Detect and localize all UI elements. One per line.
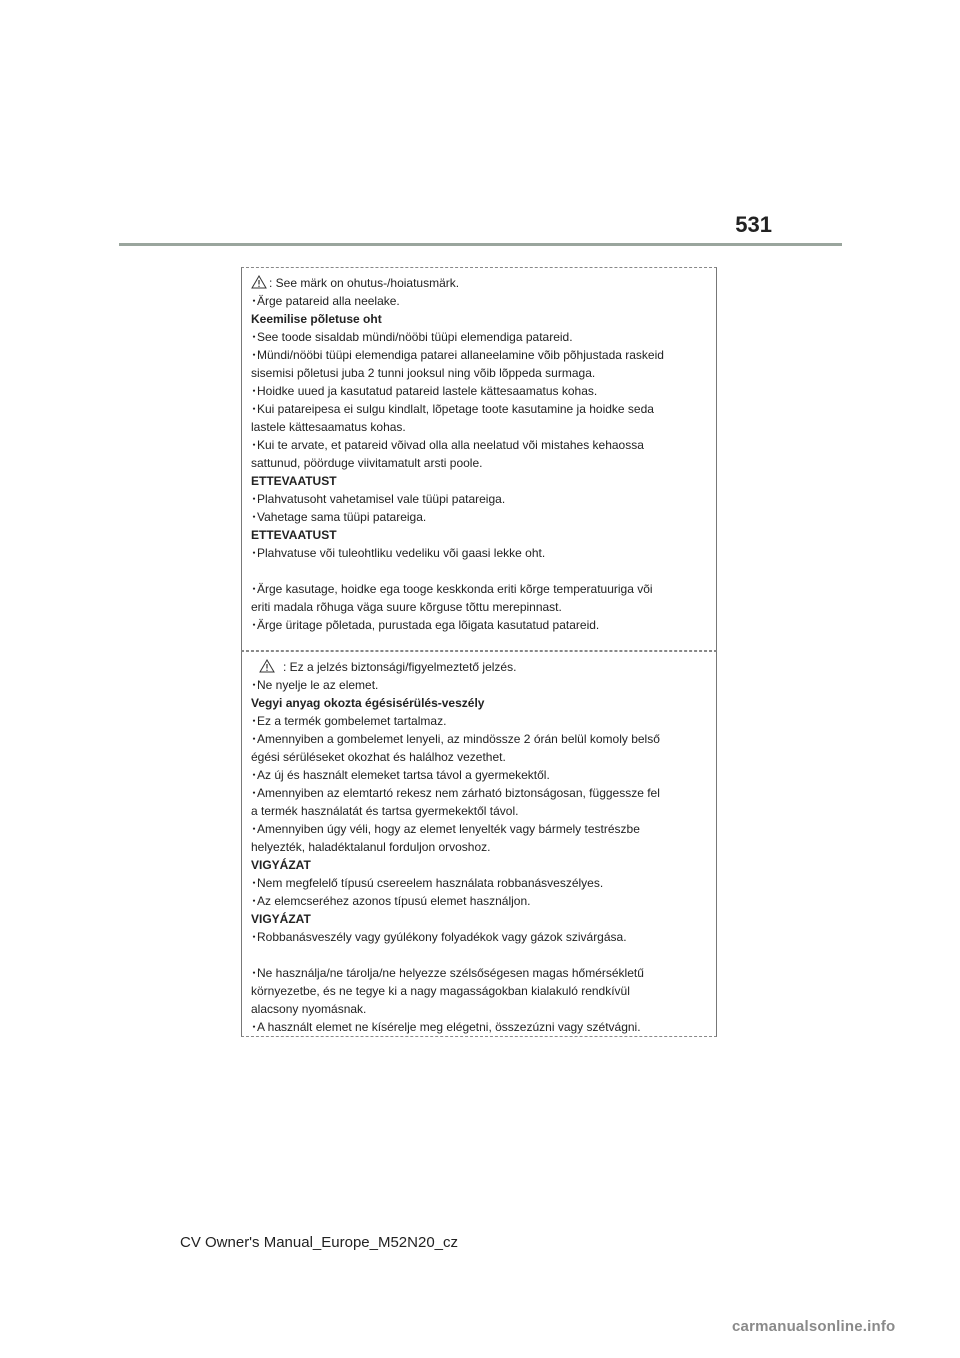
warning-symbol-text: : Ez a jelzés biztonsági/figyelmeztető jelzés. [283, 660, 517, 674]
text-line: eriti madala rõhuga väga suure kõrguse tõttu merepinnast. [251, 600, 562, 614]
warning-symbol-line [251, 658, 708, 676]
spacer [251, 562, 708, 580]
spacer [251, 946, 708, 964]
warning-triangle-icon [259, 659, 275, 673]
text-line: ･Plahvatuse või tuleohtliku vedeliku või gaasi lekke oht. [251, 546, 546, 560]
text-line: sisemisi põletusi juba 2 tunni jooksul ning võib lõppeda surmaga. [251, 366, 596, 380]
text-line: ･Ärge üritage põletada, purustada ega lõigata kasutatud patareid. [251, 618, 600, 632]
warning-triangle-icon [251, 275, 267, 289]
text-line: ･Ärge patareid alla neelake. [251, 294, 400, 308]
manual-footer: CV Owner's Manual_Europe_M52N20_cz [180, 1234, 459, 1251]
estonian-warning-box [241, 267, 717, 651]
warning-symbol-line [251, 274, 708, 292]
text-line: lastele kättesaamatus kohas. [251, 420, 406, 434]
text-line: ･Mündi/nööbi tüüpi elemendiga patarei allaneelamine võib põhjustada raskeid [251, 348, 664, 362]
text-line: környezetbe, és ne tegye ki a nagy magasságokban kialakuló rendkívül [251, 984, 630, 998]
section-heading: VIGYÁZAT [251, 912, 311, 926]
text-line: sattunud, pöörduge viivitamatult arsti poole. [251, 456, 483, 470]
text-line: ･A használt elemet ne kísérelje meg elégetni, összezúzni vagy szétvágni. [251, 1020, 641, 1034]
text-line: ･Amennyiben a gombelemet lenyeli, az mindössze 2 órán belül komoly belső [251, 732, 660, 746]
hungarian-warning-box [241, 651, 717, 1037]
text-line: égési sérüléseket okozhat és halálhoz vezethet. [251, 750, 506, 764]
text-line: ･Amennyiben úgy véli, hogy az elemet lenyelték vagy bármely testrészbe [251, 822, 640, 836]
text-line: ･Kui patareipesa ei sulgu kindlalt, lõpetage toote kasutamine ja hoidke seda [251, 402, 654, 416]
text-line: ･Ne használja/ne tárolja/ne helyezze szélsőségesen magas hőmérsékletű [251, 966, 644, 980]
text-line: ･Amennyiben az elemtartó rekesz nem zárható biztonságosan, függessze fel [251, 786, 660, 800]
text-line: ･Az új és használt elemeket tartsa távol a gyermekektől. [251, 768, 550, 782]
text-line: ･Ne nyelje le az elemet. [251, 678, 379, 692]
text-line: ･Vahetage sama tüüpi patareiga. [251, 510, 427, 524]
section-heading: ETTEVAATUST [251, 474, 337, 488]
text-line: ･Ärge kasutage, hoidke ega tooge keskkonda eriti kõrge temperatuuriga või [251, 582, 653, 596]
section-heading: Keemilise põletuse oht [251, 312, 382, 326]
text-line: ･Plahvatusoht vahetamisel vale tüüpi patareiga. [251, 492, 506, 506]
text-line: ･Hoidke uued ja kasutatud patareid lastele kättesaamatus kohas. [251, 384, 598, 398]
watermark-link[interactable]: carmanualsonline.info [732, 1318, 896, 1335]
text-line: alacsony nyomásnak. [251, 1002, 367, 1016]
text-line: helyezték, haladéktalanul forduljon orvoshoz. [251, 840, 491, 854]
text-line: ･Nem megfelelő típusú csereelem használata robbanásveszélyes. [251, 876, 604, 890]
text-line: ･Az elemcseréhez azonos típusú elemet használjon. [251, 894, 531, 908]
section-heading: ETTEVAATUST [251, 528, 337, 542]
section-heading: VIGYÁZAT [251, 858, 311, 872]
text-line: a termék használatát és tartsa gyermekektől távol. [251, 804, 519, 818]
text-line: ･Ez a termék gombelemet tartalmaz. [251, 714, 447, 728]
section-heading: Vegyi anyag okozta égésisérülés-veszély [251, 696, 485, 710]
text-line: ･See toode sisaldab mündi/nööbi tüüpi elemendiga patareid. [251, 330, 573, 344]
warning-symbol-text: : See märk on ohutus-/hoiatusmärk. [269, 276, 460, 290]
text-line: ･Kui te arvate, et patareid võivad olla alla neelatud või mistahes kehaossa [251, 438, 644, 452]
text-line: ･Robbanásveszély vagy gyúlékony folyadékok vagy gázok szivárgása. [251, 930, 627, 944]
header-rule [119, 243, 842, 246]
page-number: 531 [735, 212, 772, 237]
